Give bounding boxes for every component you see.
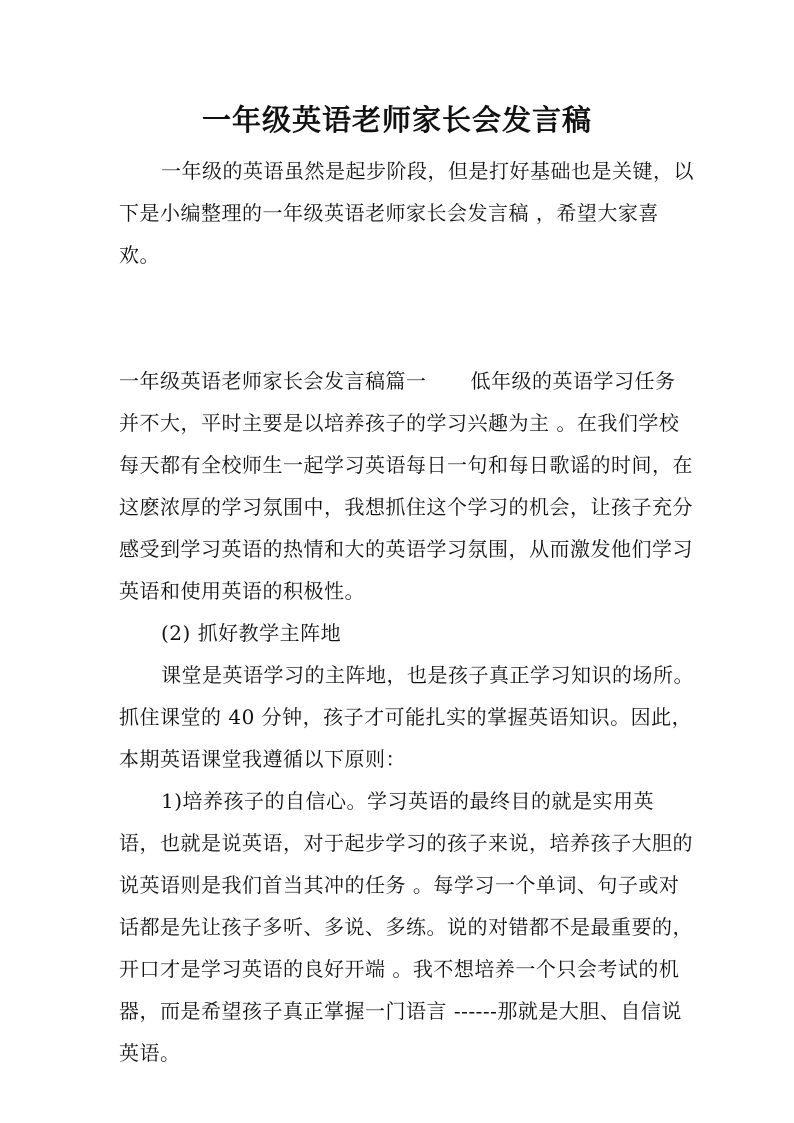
subheading: (2) 抓好教学主阵地	[161, 621, 342, 645]
classroom-paragraph: 课堂是英语学习的主阵地，也是孩子真正学习知识的场所。抓住课堂的 40 分钟，孩子才可能扎实的掌握英语知识。因此，本期英语课堂我遵循以下原则：	[119, 663, 694, 771]
intro-paragraph: 一年级的英语虽然是起步阶段，但是打好基础也是关键，以下是小编整理的一年级英语老师家长会发言稿 ，希望大家喜欢。	[119, 159, 694, 267]
section-heading: 一年级英语老师家长会发言稿篇一	[119, 369, 427, 393]
confidence-paragraph: 1)培养孩子的自信心。学习英语的最终目的就是实用英语，也就是说英语，对于起步学习的孩子来说，培养孩子大胆的说英语则是我们首当其冲的任务 。每学习一个单词、句子或对话都是先让孩子多听、多说、多练。说的对错都不是最重要的，开口才是学习英语的良好开端 。我不想培养一个只会考试的机器，而是希望孩子真正掌握一门语言 ------那就是大胆、自信说英语。	[119, 789, 693, 1065]
section-paragraph	[119, 360, 694, 612]
section-lead-text: 低年级的英语学习任务并不大，平时主要是以培养孩子的学习兴趣为主 。在我们学校每天都有全校师生一起学习英语每日一句和每日歌谣的时间，在这麽浓厚的学习氛围中，我想抓住这个学习的机会，让孩子充分感受到学习英语的热情和大的英语学习氛围，从而激发他们学习英语和使用英语的积极性。	[119, 369, 693, 603]
document-title: 一年级英语老师家长会发言稿	[201, 103, 592, 137]
paragraph-spacer	[119, 276, 694, 360]
document-body	[119, 150, 694, 1074]
